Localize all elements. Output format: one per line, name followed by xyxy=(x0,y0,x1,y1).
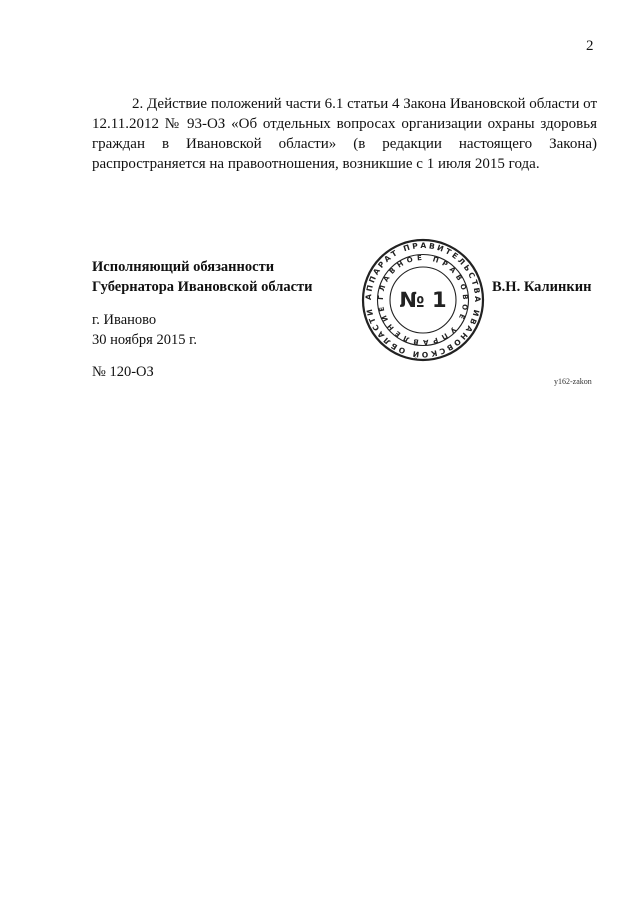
seal-center-number: № 1 xyxy=(399,288,447,312)
law-number: № 120-ОЗ xyxy=(92,364,154,380)
signatory-title-line-1: Исполняющий обязанности xyxy=(92,259,275,275)
signatory-title xyxy=(92,257,313,297)
body-paragraph: 2. Действие положений части 6.1 статьи 4 Закона Ивановской области от 12.11.2012 № 93-ОЗ «Об отдельных вопросах организации охраны здоровья граждан в Ивановской области» (в редакции настоящего Закона) распространяется на правоотношения, возникшие с 1 июля 2015 года. xyxy=(92,96,597,172)
signatory-name: В.Н. Калинкин xyxy=(492,279,592,295)
seal-outer-textpath: АППАРАТ ПРАВИТЕЛЬСТВА ИВАНОВСКОЙ ОБЛАСТИ xyxy=(363,240,483,360)
place-and-date xyxy=(92,310,197,350)
sign-date: 30 ноября 2015 г. xyxy=(92,332,198,348)
seal-inner-textpath: ГЛАВНОЕ ПРАВОВОЕ УПРАВЛЕНИЕ xyxy=(376,253,470,347)
page-number: 2 xyxy=(586,38,594,54)
signatory-title-line-2: Губернатора Ивановской области xyxy=(92,279,313,295)
city: г. Иваново xyxy=(92,312,157,328)
official-seal-stamp xyxy=(361,238,485,362)
file-code: у162-zakon xyxy=(554,377,592,386)
